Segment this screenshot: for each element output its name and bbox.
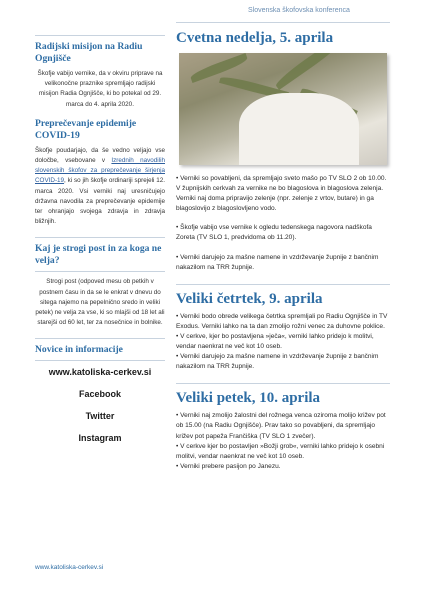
palm-branches-photo: [179, 53, 387, 165]
section-text: [35, 146, 165, 228]
section-title: Radijski misijon na Radiu Ognjišče: [35, 41, 143, 64]
sidebar-section-fasting: [35, 237, 165, 328]
sidebar-section-news: [35, 338, 165, 444]
main-content: [176, 22, 390, 472]
link-list: [35, 367, 165, 444]
section-text: Škofje vabijo vernike, da v okviru priprave na velikonočne praznike spremljajo radijski misijon Radia Ognjišče, ki bo potekal od 29. marca do 4. aprila 2020.: [37, 70, 163, 108]
sidebar: [35, 35, 165, 455]
divider: [176, 383, 390, 384]
paragraph: • Verniki bodo obrede velikega četrtka spremljali po Radiu Ognjišče in TV Exodus. Verniki lahko na ta dan zmolijo rožni venec za duhovne poklice.: [176, 312, 388, 330]
divider: [176, 284, 390, 285]
divider: [176, 22, 390, 23]
paragraph: • Verniki darujejo za mašne namene in vzdrževanje župnije z bančnim nakazilom na TRR župnije.: [176, 353, 379, 371]
website-link[interactable]: www.katoliska-cerkev.si: [48, 367, 152, 378]
paragraph: • Verniki so povabljeni, da spremljajo sveto mašo po TV SLO 2 ob 10.00. V župnijskih cerkvah za vernike ne bo blagoslova in blagoslova zelenja. Verniki naj doma pripravijo zelenje (npr. zelenje z vrtov, butare) in ga blagoslovijo z blagoslovljeno vodo.: [176, 175, 387, 213]
paragraph: • V cerkve kjer bo postavljen »Božji grob«, verniki lahko pridejo k osebni molitvi, vendar naenkrat ne več kot 10 oseb.: [176, 442, 385, 460]
text-part: , ki so jih škofje ordinariji sprejeli 12. marca 2020. Vsi verniki naj uresničujejo državna navodila za preprečevanje epidemije ter ohranjajo svojega zdravja in zdravja bližnjih.: [35, 177, 165, 226]
text-part: Škofje poudarjajo, da še vedno veljajo vse določbe, vsebovane v: [35, 146, 165, 165]
section-holy-thursday: [176, 279, 390, 373]
header-organization: Slovenska škofovska konferenca: [248, 7, 350, 14]
section-good-friday: [176, 378, 390, 472]
section-title: Veliki četrtek, 9. aprila: [176, 290, 323, 307]
instagram-link[interactable]: Instagram: [78, 433, 122, 444]
divider: [35, 360, 165, 361]
guidelines-link[interactable]: Izrednih navodilih slovenskih škofov za preprečevanje širjenja COVID-19: [35, 157, 165, 185]
footer-url-link[interactable]: www.katoliska-cerkev.si: [35, 564, 104, 571]
paragraph: • Verniki darujejo za mašne namene in vzdrževanje župnije z bančnim nakazilom na TRR župnije.: [176, 253, 379, 271]
sidebar-section-radio-mission: [35, 35, 165, 110]
section-title: Kaj je strogi post in za koga ne velja?: [35, 243, 162, 267]
section-palm-sunday: [176, 22, 390, 273]
paragraph: • Verniki prebere pasijon po Janezu.: [176, 462, 281, 470]
facebook-link[interactable]: Facebook: [78, 389, 121, 400]
section-title: Veliki petek, 10. aprila: [176, 390, 321, 407]
divider: [35, 237, 165, 238]
paragraph: • Škofje vabijo vse vernike k ogledu tedenskega nagovora nadškofa Zoreta (TV SLO 1, predvidoma ob 11.20).: [176, 224, 372, 242]
divider: [35, 271, 165, 272]
section-title: Novice in informacije: [35, 344, 123, 356]
section-text: Strogi post (odpoved mesu ob petkih v postnem času in da se le enkrat v dnevu do sitega najemo na pepelnično sredo in veliki petek) ne velja za vse, ki so mlajši od 18 let ali starejši od 60 let, ter za nosečnice in bolnike.: [35, 278, 165, 327]
sidebar-section-covid: [35, 118, 165, 228]
section-title: Preprečevanje epidemije COVID-19: [35, 117, 137, 141]
divider: [35, 35, 165, 36]
twitter-link[interactable]: Twitter: [85, 411, 115, 422]
section-title: Cvetna nedelja, 5. aprila: [176, 30, 334, 46]
divider: [35, 338, 165, 339]
paragraph: • V cerkve, kjer bo postavljena »ječa«, verniki lahko pridejo k molitvi, vendar naenkrat ne več kot 10 oseb.: [176, 332, 374, 351]
paragraph: • Verniki naj zmolijo žalostni del rožnega venca oziroma molijo križev pot ob 15.00 (na Radiu Ognjišče). Prav tako so povabljeni, da spremljajo križev pot papeža Frančiška (TV SLO 1 zvečer).: [176, 412, 386, 440]
